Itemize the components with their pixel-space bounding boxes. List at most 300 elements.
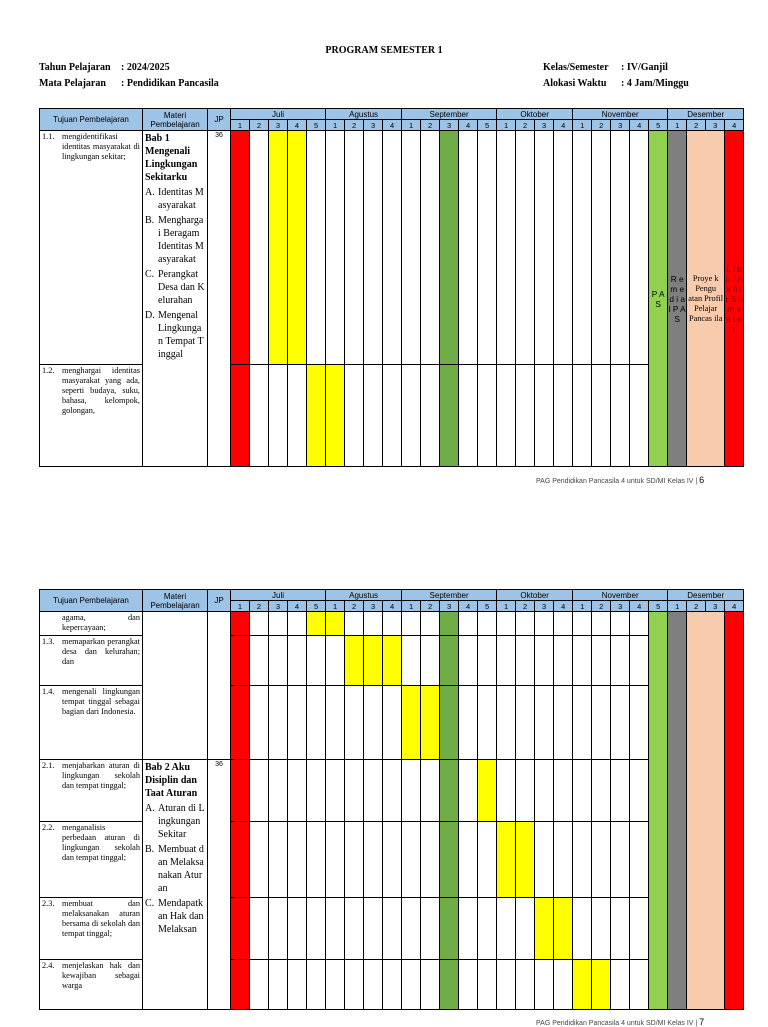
week-cell [535,365,554,467]
week-cell [611,898,630,960]
week-cell [288,686,307,760]
week-cell [326,636,345,686]
tujuan-cell [40,131,143,365]
header-week: 1 [402,120,421,131]
week-cell [554,365,573,467]
materi-item-text: Aturan di Lingkungan Sekitar [158,803,205,840]
week-cell [478,822,497,898]
document-title: PROGRAM SEMESTER 1 [325,45,443,56]
week-cell [630,612,649,636]
time-allocation: Alokasi Waktu : 4 Jam/Minggu [543,78,689,89]
week-cell [307,898,326,960]
week-cell [269,612,288,636]
week-cell [288,365,307,467]
week-cell [288,636,307,686]
table-row [40,131,744,365]
week-cell [535,686,554,760]
tujuan-text: menjelaskan hak dan kewajiban sebagai warga [62,961,140,990]
header-week: 3 [269,601,288,612]
academic-year: Tahun Pelajaran : 2024/2025 [39,62,170,73]
header-month: November [573,590,668,601]
week-cell [231,960,250,1010]
week-cell [421,612,440,636]
tujuan-number: 2.2. [42,823,55,832]
week-cell [345,365,364,467]
tujuan-text: menghargai identitas masyarakat yang ada, seperti budaya, suku, bahasa, kelompok, golongan, [62,366,140,415]
tujuan-text: agama, dan kepercayaan; [62,613,140,632]
week-cell [459,131,478,365]
tujuan-text: membuat dan melaksanakan aturan bersama di sekolah dan tempat tinggal; [62,899,140,938]
header-week: 2 [687,601,706,612]
week-cell [269,822,288,898]
table-row [40,760,744,822]
week-cell [364,960,383,1010]
week-cell [459,365,478,467]
jp-cell-empty [208,612,231,760]
week-cell [573,960,592,1010]
materi-item-letter: D. [145,310,155,321]
materi-item [145,802,205,841]
week-cell [269,760,288,822]
tujuan-number: 1.3. [42,637,55,646]
tujuan-number: 2.1. [42,761,55,770]
jp-value: 36 [208,760,231,1010]
header-week: 2 [250,120,269,131]
header-week: 4 [725,601,744,612]
week-cell [459,960,478,1010]
week-cell [592,898,611,960]
week-cell [535,131,554,365]
week-cell [440,960,459,1010]
week-cell [250,822,269,898]
week-cell [630,898,649,960]
header-week: 3 [364,120,383,131]
week-cell [573,365,592,467]
week-cell [345,960,364,1010]
week-cell [516,960,535,1010]
week-cell [326,960,345,1010]
remedial-pas-column: R e m e d i a l P A S [668,131,687,467]
week-cell [250,612,269,636]
week-cell [535,760,554,822]
week-cell [497,898,516,960]
week-cell [383,612,402,636]
subject: Mata Pelajaran : Pendidikan Pancasila [39,78,219,89]
week-cell [611,960,630,1010]
week-cell [592,612,611,636]
week-cell [269,960,288,1010]
header-week: 1 [497,601,516,612]
week-cell [516,636,535,686]
header-week: 1 [402,601,421,612]
header-month: Oktober [497,109,573,120]
week-cell [307,686,326,760]
week-cell [611,365,630,467]
header-week: 1 [573,601,592,612]
week-cell [421,898,440,960]
materi-cell [143,131,208,467]
header-week: 1 [326,120,345,131]
tujuan-text: mengenali lingkungan tempat tinggal sebagai bagian dari Indonesia. [62,687,140,716]
materi-item [145,897,205,936]
materi-item-letter: C. [145,898,155,909]
week-cell [250,960,269,1010]
week-cell [250,686,269,760]
week-cell [611,822,630,898]
week-cell [364,612,383,636]
week-cell [516,365,535,467]
tujuan-number: 2.4. [42,961,55,970]
header-week: 5 [478,601,497,612]
week-cell [592,960,611,1010]
materi-item [145,268,205,307]
header-week: 4 [288,601,307,612]
week-cell [535,636,554,686]
remedial-pas-column [668,612,687,1010]
week-cell [326,898,345,960]
header-week: 2 [516,601,535,612]
week-cell [231,760,250,822]
week-cell [288,131,307,365]
week-cell [345,636,364,686]
week-cell [554,612,573,636]
week-cell [554,898,573,960]
week-cell [345,131,364,365]
class-semester: Kelas/Semester : IV/Ganjil [543,62,668,73]
week-cell [326,612,345,636]
header-week: 2 [592,601,611,612]
header-week: 3 [535,601,554,612]
header-week: 4 [554,601,573,612]
week-cell [592,365,611,467]
week-cell [307,612,326,636]
tujuan-cell [40,686,143,760]
week-cell [231,365,250,467]
week-cell [630,760,649,822]
header-week: 1 [668,601,687,612]
materi-item [145,843,205,895]
week-cell [535,898,554,960]
week-cell [288,612,307,636]
header-week: 5 [649,120,668,131]
materi-item-letter: A. [145,187,155,198]
header-week: 2 [516,120,535,131]
header-week: 5 [478,120,497,131]
week-cell [307,960,326,1010]
header-week: 4 [383,120,402,131]
header-week: 4 [459,120,478,131]
week-cell [478,960,497,1010]
week-cell [326,822,345,898]
week-cell [516,131,535,365]
header-week: 2 [592,120,611,131]
jp-value: 36 [208,131,231,467]
header-week: 4 [383,601,402,612]
week-cell [478,365,497,467]
header-week: 1 [231,120,250,131]
header-week: 4 [554,120,573,131]
header-month: Oktober [497,590,573,601]
header-month: Desember [668,590,744,601]
table-row [40,612,744,636]
page-footer-7: PAG Pendidikan Pancasila 4 untuk SD/MI Kelas IV | 7 [536,1017,705,1027]
tujuan-cell [40,822,143,898]
tujuan-number: 1.4. [42,687,55,696]
week-cell [307,365,326,467]
week-cell [307,636,326,686]
header-month: Juli [231,109,326,120]
header-week: 2 [345,601,364,612]
header-week: 4 [630,601,649,612]
header-week: 4 [725,120,744,131]
header-month: Juli [231,590,326,601]
week-cell [364,365,383,467]
header-materi: Materi Pembelajaran [143,109,208,131]
week-cell [402,636,421,686]
header-tujuan: Tujuan Pembelajaran [40,109,143,131]
week-cell [326,686,345,760]
week-cell [421,131,440,365]
week-cell [269,365,288,467]
materi-item-text: Mendapatkan Hak dan Melaksan [158,898,204,935]
header-week: 1 [326,601,345,612]
week-cell [231,612,250,636]
week-cell [573,686,592,760]
week-cell [516,760,535,822]
tujuan-cell [40,760,143,822]
tujuan-cell [40,612,143,636]
week-cell [478,131,497,365]
week-cell [497,131,516,365]
header-tujuan: Tujuan Pembelajaran [40,590,143,612]
week-cell [478,612,497,636]
week-cell [478,898,497,960]
week-cell [288,960,307,1010]
tujuan-cell [40,960,143,1010]
week-cell [611,760,630,822]
week-cell [535,822,554,898]
week-cell [269,636,288,686]
week-cell [345,898,364,960]
week-cell [535,612,554,636]
header-week: 2 [421,120,440,131]
week-cell [478,686,497,760]
page-footer-6: PAG Pendidikan Pancasila 4 untuk SD/MI Kelas IV | 6 [536,475,705,485]
week-cell [288,898,307,960]
materi-cell-empty [143,612,208,760]
week-cell [459,898,478,960]
header-week: 4 [630,120,649,131]
schedule-table-page-6 [39,108,744,467]
week-cell [269,898,288,960]
materi-item-text: Perangkat Desa dan Kelurahan [158,269,205,306]
week-cell [573,612,592,636]
week-cell [554,636,573,686]
week-cell [402,822,421,898]
header-week: 3 [269,120,288,131]
tujuan-number: 1.2. [42,366,55,375]
week-cell [364,131,383,365]
week-cell [459,686,478,760]
week-cell [497,612,516,636]
week-cell [592,760,611,822]
week-cell [459,612,478,636]
header-week: 4 [459,601,478,612]
header-week: 4 [288,120,307,131]
week-cell [440,636,459,686]
week-cell [497,686,516,760]
week-cell [459,636,478,686]
materi-bab-title: Bab 1 Mengenali Lingkungan Sekitarku [145,133,198,183]
projek-column [687,612,725,1010]
week-cell [383,636,402,686]
week-cell [440,760,459,822]
week-cell [383,822,402,898]
header-month: Agustus [326,109,402,120]
header-week: 5 [649,601,668,612]
week-cell [364,898,383,960]
header-week: 1 [668,120,687,131]
week-cell [383,686,402,760]
week-cell [402,365,421,467]
week-cell [345,612,364,636]
week-cell [269,686,288,760]
week-cell [440,612,459,636]
week-cell [573,131,592,365]
header-week: 2 [421,601,440,612]
week-cell [231,636,250,686]
week-cell [307,822,326,898]
week-cell [611,636,630,686]
tujuan-text: menganalisis perbedaan aturan di lingkungan sekolah dan tempat tinggal; [62,823,140,862]
week-cell [231,822,250,898]
header-week: 1 [573,120,592,131]
week-cell [402,898,421,960]
header-month: September [402,590,497,601]
libur-column [725,612,744,1010]
week-cell [402,612,421,636]
week-cell [231,686,250,760]
week-cell [383,898,402,960]
week-cell [611,131,630,365]
week-cell [364,760,383,822]
week-cell [345,686,364,760]
materi-item [145,309,205,361]
week-cell [383,131,402,365]
week-cell [611,686,630,760]
header-week: 3 [611,120,630,131]
week-cell [231,131,250,365]
header-week: 3 [440,601,459,612]
week-cell [459,822,478,898]
header-week: 2 [345,120,364,131]
week-cell [573,822,592,898]
week-cell [440,365,459,467]
week-cell [516,898,535,960]
header-week: 3 [706,601,725,612]
week-cell [269,131,288,365]
week-cell [459,760,478,822]
tujuan-cell [40,898,143,960]
materi-item-letter: A. [145,803,155,814]
header-week: 5 [307,120,326,131]
week-cell [383,365,402,467]
week-cell [326,760,345,822]
week-cell [440,822,459,898]
header-week: 5 [307,601,326,612]
week-cell [611,612,630,636]
week-cell [592,636,611,686]
week-cell [383,960,402,1010]
week-cell [402,131,421,365]
week-cell [421,636,440,686]
week-cell [573,760,592,822]
week-cell [421,822,440,898]
week-cell [497,365,516,467]
week-cell [364,822,383,898]
materi-item-letter: B. [145,215,155,226]
week-cell [326,131,345,365]
week-cell [364,636,383,686]
week-cell [592,686,611,760]
header-jp: JP [208,109,231,131]
week-cell [421,960,440,1010]
week-cell [307,760,326,822]
schedule-table-page-7 [39,589,744,1010]
week-cell [440,686,459,760]
materi-cell [143,760,208,1010]
week-cell [516,822,535,898]
week-cell [250,636,269,686]
week-cell [440,131,459,365]
materi-item-text: Membuat dan Melaksanakan Aturan [158,844,204,894]
pas-column [649,612,668,1010]
week-cell [573,898,592,960]
tujuan-number: 1.1. [42,132,55,141]
week-cell [288,822,307,898]
tujuan-cell [40,636,143,686]
week-cell [478,636,497,686]
week-cell [497,636,516,686]
materi-item-text: Mengenal Lingkungan Tempat Tinggal [158,310,204,360]
header-month: November [573,109,668,120]
header-materi: Materi Pembelajaran [143,590,208,612]
week-cell [630,686,649,760]
week-cell [250,131,269,365]
week-cell [630,960,649,1010]
week-cell [250,760,269,822]
week-cell [326,365,345,467]
header-jp: JP [208,590,231,612]
projek-column: Proye k Pengu atan Profil Pelajar Pancas ila [687,131,725,467]
materi-item-text: Menghargai Beragam Identitas Masyarakat [158,215,204,265]
header-month: Desember [668,109,744,120]
materi-item [145,186,205,212]
materi-item [145,214,205,266]
week-cell [554,686,573,760]
header-week: 3 [440,120,459,131]
header-month: September [402,109,497,120]
week-cell [307,131,326,365]
week-cell [250,365,269,467]
week-cell [554,760,573,822]
header-week: 3 [364,601,383,612]
week-cell [421,686,440,760]
week-cell [440,898,459,960]
week-cell [421,365,440,467]
header-week: 3 [706,120,725,131]
week-cell [554,822,573,898]
